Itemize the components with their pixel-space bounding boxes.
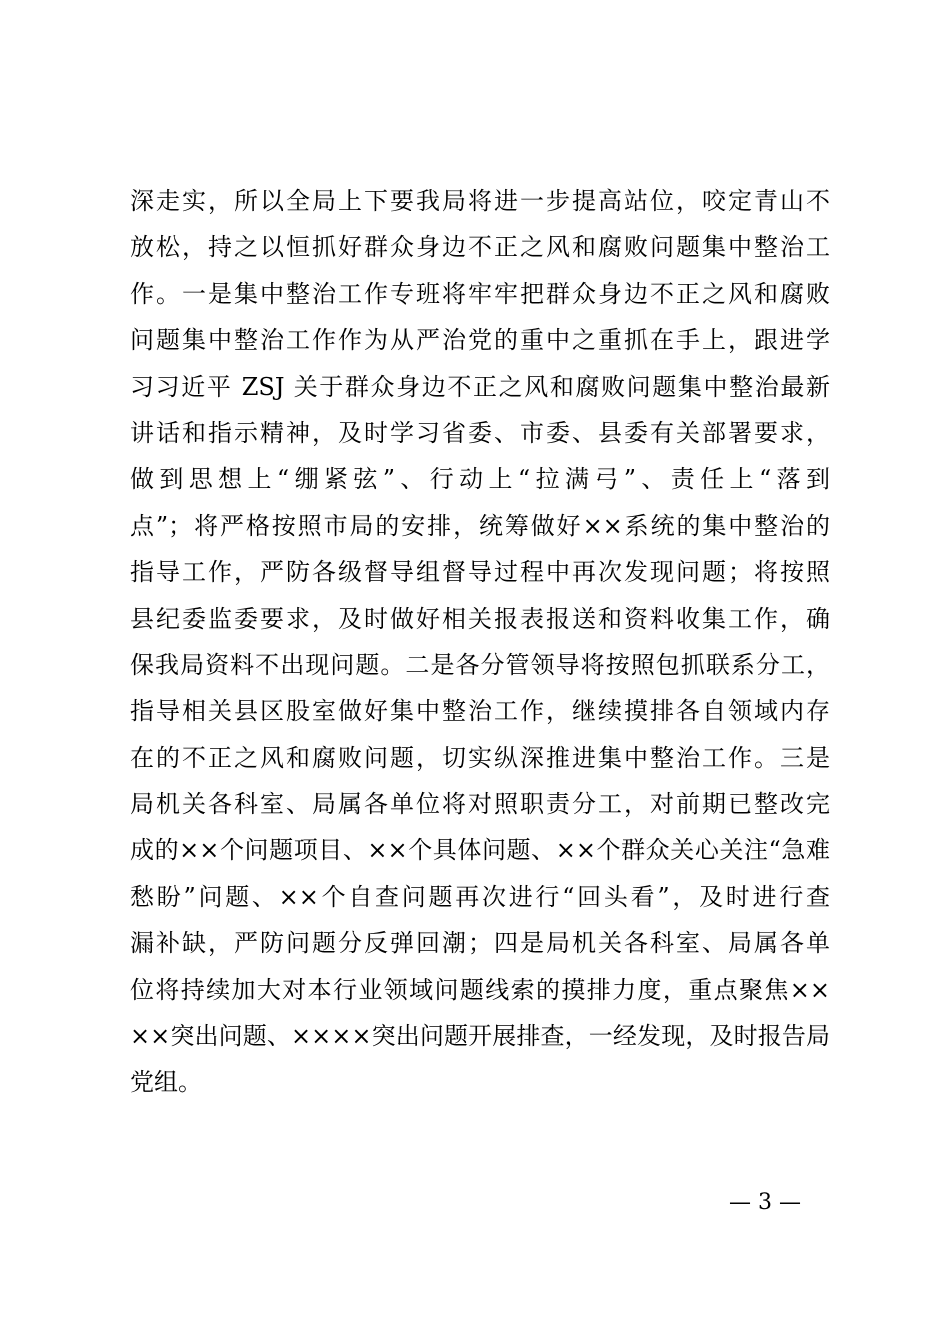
paragraph-line: 点”；将严格按照市局的安排，统筹做好××系统的集中整治的	[130, 511, 830, 540]
paragraph-line: 位将持续加大对本行业领域问题线索的摸排力度，重点聚焦××	[130, 975, 830, 1004]
paragraph-line: 党组。	[130, 1068, 202, 1097]
paragraph-line: 指导相关县区股室做好集中整治工作，继续摸排各自领域内存	[130, 697, 830, 726]
paragraph-line: ××突出问题、××××突出问题开展排查，一经发现，及时报告局	[130, 1022, 830, 1051]
paragraph-line: 在的不正之风和腐败问题，切实纵深推进集中整治工作。三是	[130, 743, 830, 772]
paragraph-line: 漏补缺，严防问题分反弹回潮；四是局机关各科室、局属各单	[130, 929, 830, 958]
paragraph-line: 愁盼”问题、××个自查问题再次进行“回头看”，及时进行查	[130, 882, 830, 911]
paragraph-line: 放松，持之以恒抓好群众身边不正之风和腐败问题集中整治工	[130, 233, 830, 262]
paragraph-line: 讲话和指示精神，及时学习省委、市委、县委有关部署要求，	[130, 418, 830, 447]
paragraph-line: 深走实，所以全局上下要我局将进一步提高站位，咬定青山不	[130, 187, 830, 215]
paragraph-line: 县纪委监委要求，及时做好相关报表报送和资料收集工作，确	[130, 604, 830, 633]
paragraph-line: 指导工作，严防各级督导组督导过程中再次发现问题；将按照	[130, 558, 830, 587]
paragraph-line: 作。一是集中整治工作专班将牢牢把群众身边不正之风和腐败	[130, 279, 830, 308]
paragraph-line: 保我局资料不出现问题。二是各分管领导将按照包抓联系分工，	[130, 650, 830, 679]
paragraph-line: 成的××个问题项目、××个具体问题、××个群众关心关注“急难	[130, 836, 830, 865]
page-number: — 3 —	[729, 1190, 801, 1215]
body-paragraph	[130, 178, 830, 1106]
paragraph-line: 做到思想上“绷紧弦”、行动上“拉满弓”、责任上“落到	[130, 465, 830, 494]
paragraph-line: 问题集中整治工作作为从严治党的重中之重抓在手上，跟进学	[130, 326, 830, 355]
paragraph-line: 习习近平 ZSJ 关于群众身边不正之风和腐败问题集中整治最新	[130, 372, 830, 401]
paragraph-line: 局机关各科室、局属各单位将对照职责分工，对前期已整改完	[130, 790, 830, 819]
